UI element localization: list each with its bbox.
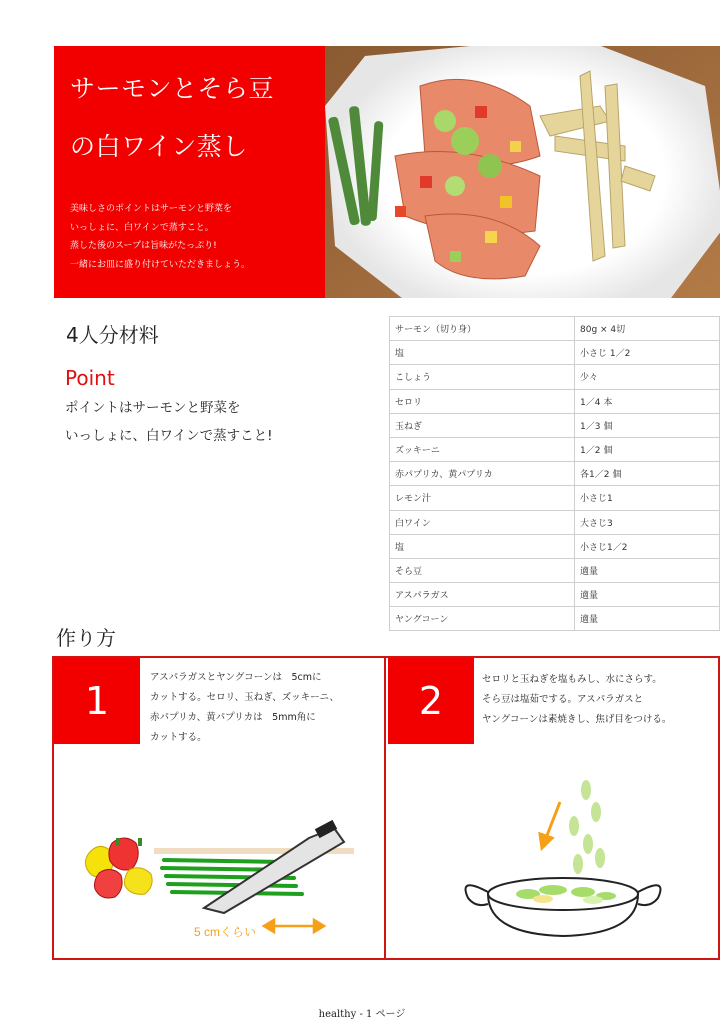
- instruction-line: カットする。セロリ、玉ねぎ、ズッキーニ、: [150, 692, 339, 703]
- ingredient-name: 白ワイン: [390, 510, 575, 534]
- ingredient-name: サーモン（切り身）: [390, 317, 575, 341]
- ingredient-amount: 小さじ1／2: [575, 534, 720, 558]
- recipe-title-line-1: サーモンとそら豆: [70, 74, 275, 103]
- beans-icon: [569, 780, 605, 874]
- ingredient-amount: 適量: [575, 558, 720, 582]
- paprika-icon: [85, 838, 152, 898]
- knife-icon: [204, 820, 344, 913]
- ingredient-amount: 小さじ1: [575, 486, 720, 510]
- recipe-description: [70, 200, 309, 274]
- ingredient-amount: 少々: [575, 365, 720, 389]
- ingredient-row: [390, 413, 720, 437]
- recipe-title: [70, 60, 309, 176]
- ingredient-name: アスパラガス: [390, 583, 575, 607]
- ingredient-name: ズッキーニ: [390, 437, 575, 461]
- point-text: [65, 394, 273, 450]
- point-line: いっしょに、白ワインで蒸すこと!: [65, 428, 273, 444]
- ingredient-amount: 80g × 4切: [575, 317, 720, 341]
- step-number: 1: [54, 658, 140, 744]
- ingredient-row: [390, 341, 720, 365]
- ingredients-table: [389, 316, 720, 631]
- ingredient-amount: 小さじ 1／2: [575, 341, 720, 365]
- size-label: 5 cmくらい: [194, 925, 257, 939]
- ingredient-amount: 1／2 個: [575, 437, 720, 461]
- instruction-line: そら豆は塩茹でする。アスパラガスと: [482, 694, 644, 705]
- ingredient-name: そら豆: [390, 558, 575, 582]
- ingredient-name: 赤パプリカ、黄パプリカ: [390, 462, 575, 486]
- step-1: [54, 658, 386, 958]
- ingredient-row: [390, 558, 720, 582]
- recipe-title-line-2: の白ワイン蒸し: [70, 132, 248, 161]
- ingredient-amount: 各1／2 個: [575, 462, 720, 486]
- ingredient-name: ヤングコーン: [390, 607, 575, 631]
- ingredient-row: [390, 437, 720, 461]
- point-line: ポイントはサーモンと野菜を: [65, 400, 241, 416]
- ingredient-name: 玉ねぎ: [390, 413, 575, 437]
- description-line: 美味しさのポイントはサーモンと野菜を: [70, 204, 233, 214]
- instruction-line: カットする。: [150, 732, 207, 743]
- hero-title-panel: [54, 46, 325, 298]
- ingredient-name: レモン汁: [390, 486, 575, 510]
- instruction-line: アスパラガスとヤングコーンは 5cmに: [150, 672, 322, 683]
- ingredient-row: [390, 534, 720, 558]
- ingredient-name: 塩: [390, 341, 575, 365]
- instruction-line: ヤングコーンは素焼きし、焦げ目をつける。: [482, 714, 672, 725]
- ingredient-row: [390, 365, 720, 389]
- ingredient-amount: 大さじ3: [575, 510, 720, 534]
- step-instructions: [482, 670, 712, 730]
- ingredient-row: [390, 583, 720, 607]
- arrow-down-icon: [540, 802, 560, 848]
- ingredient-amount: 適量: [575, 583, 720, 607]
- pot-illustration: [388, 776, 718, 956]
- ingredient-name: 塩: [390, 534, 575, 558]
- step-2: [388, 658, 718, 958]
- step-number: 2: [388, 658, 474, 744]
- ingredient-row: [390, 510, 720, 534]
- ingredient-amount: 1／4 本: [575, 389, 720, 413]
- description-line: 一緒にお皿に盛り付けていただきましょう。: [70, 259, 251, 270]
- description-line: 蒸した後のスープは旨味がたっぷり!: [70, 241, 217, 251]
- ingredient-amount: 適量: [575, 607, 720, 631]
- materials-heading: 4人分材料: [66, 323, 159, 347]
- page-footer: healthy - 1 ページ: [318, 1009, 406, 1020]
- instruction-line: セロリと玉ねぎを塩もみし、水にさらす。: [482, 674, 662, 685]
- ingredient-row: [390, 317, 720, 341]
- point-label: Point: [65, 366, 115, 390]
- ingredient-row: [390, 607, 720, 631]
- instruction-line: 赤パプリカ、黄パプリカは 5mm角に: [150, 712, 316, 723]
- steps-panel: [52, 656, 720, 960]
- description-line: いっしょに、白ワインで蒸すこと。: [70, 222, 214, 233]
- method-heading: 作り方: [56, 626, 116, 650]
- ingredient-name: セロリ: [390, 389, 575, 413]
- dish-photo-illustration: [325, 46, 720, 298]
- ingredient-row: [390, 389, 720, 413]
- double-arrow-icon: [264, 920, 324, 932]
- step-instructions: [150, 668, 375, 748]
- dish-photo: [325, 46, 720, 298]
- cutting-illustration: [54, 798, 384, 958]
- ingredient-amount: 1／3 個: [575, 413, 720, 437]
- ingredient-row: [390, 462, 720, 486]
- ingredient-name: こしょう: [390, 365, 575, 389]
- ingredient-row: [390, 486, 720, 510]
